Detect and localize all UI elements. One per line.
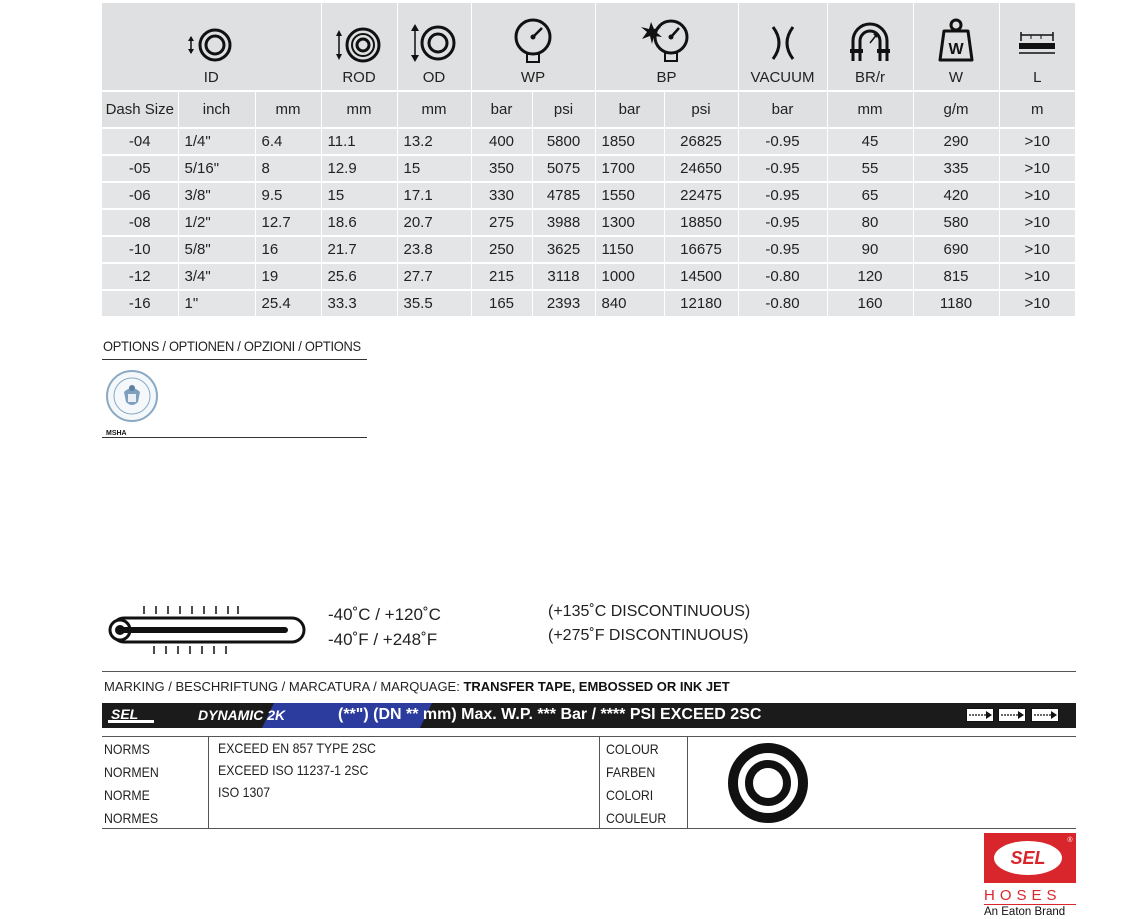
table-cell: 350: [471, 155, 532, 182]
vacuum-icon: [763, 23, 803, 63]
norms-label: NORME: [104, 787, 150, 803]
table-cell: 815: [913, 263, 999, 290]
table-cell: -0.95: [738, 209, 827, 236]
norm-value: EXCEED ISO 11237-1 2SC: [218, 762, 369, 778]
table-cell: 1700: [595, 155, 664, 182]
marking-label: MARKING / BESCHRIFTUNG / MARCATURA / MARQUAGE:: [104, 679, 460, 694]
table-cell: 335: [913, 155, 999, 182]
table-cell: 690: [913, 236, 999, 263]
table-cell: 23.8: [397, 236, 471, 263]
table-cell: 27.7: [397, 263, 471, 290]
table-cell: -04: [102, 128, 178, 155]
colour-label: FARBEN: [606, 764, 656, 780]
table-cell: >10: [999, 236, 1075, 263]
unit-cell: inch: [178, 91, 255, 128]
divider: [687, 737, 688, 828]
msha-badge: [104, 368, 160, 437]
table-cell: 1150: [595, 236, 664, 263]
table-cell: 330: [471, 182, 532, 209]
unit-cell: bar: [471, 91, 532, 128]
direction-arrows: [966, 708, 1059, 727]
table-cell: 26825: [664, 128, 738, 155]
colour-label: COULEUR: [606, 810, 667, 826]
table-cell: 18850: [664, 209, 738, 236]
marking-value: TRANSFER TAPE, EMBOSSED OR INK JET: [463, 679, 730, 694]
pressure-gauge-icon: [511, 17, 555, 63]
table-row: [102, 209, 1075, 236]
norms-label: NORMES: [104, 810, 159, 826]
table-cell: 20.7: [397, 209, 471, 236]
table-cell: >10: [999, 263, 1075, 290]
unit-cell: m: [999, 91, 1075, 128]
marking-text: (**") (DN ** mm) Max. W.P. *** Bar / **** PSI EXCEED 2SC: [338, 706, 762, 723]
temp-fahrenheit: -40˚F / +248˚F: [328, 630, 438, 649]
group-label: BR/r: [855, 69, 885, 86]
divider: [102, 736, 1076, 737]
svg-text:®: ®: [1067, 837, 1073, 844]
group-label: W: [948, 69, 964, 86]
burst-gauge-icon: [637, 17, 697, 63]
options-title: OPTIONS / OPTIONEN / OPZIONI / OPTIONS: [103, 338, 361, 354]
group-bend-radius: [827, 3, 913, 91]
thermometer-icon: [100, 604, 310, 656]
table-cell: 3/8": [178, 182, 255, 209]
table-cell: 1/2": [178, 209, 255, 236]
table-cell: 1550: [595, 182, 664, 209]
table-cell: 21.7: [321, 236, 397, 263]
table-cell: >10: [999, 290, 1075, 316]
direction-arrow-icon: [1031, 708, 1059, 722]
spec-table: [102, 3, 1075, 316]
table-cell: 45: [827, 128, 913, 155]
table-cell: 1850: [595, 128, 664, 155]
table-cell: >10: [999, 209, 1075, 236]
colour-label: COLORI: [606, 787, 654, 803]
table-cell: 14500: [664, 263, 738, 290]
product-name: DYNAMIC 2K: [198, 707, 286, 723]
table-cell: -05: [102, 155, 178, 182]
table-cell: 6.4: [255, 128, 321, 155]
sel-mark-text: SEL: [111, 706, 139, 722]
marking-bar: [102, 703, 1076, 728]
table-cell: 4785: [532, 182, 595, 209]
table-cell: 1180: [913, 290, 999, 316]
table-row: [102, 263, 1075, 290]
norm-value: EXCEED EN 857 TYPE 2SC: [218, 740, 376, 756]
group-label: L: [1033, 69, 1042, 86]
table-cell: 55: [827, 155, 913, 182]
table-cell: 16675: [664, 236, 738, 263]
group-vacuum: [738, 3, 827, 91]
table-cell: 15: [397, 155, 471, 182]
group-weight: [913, 3, 999, 91]
unit-cell: mm: [321, 91, 397, 128]
group-label: WP: [520, 69, 546, 86]
table-cell: 2393: [532, 290, 595, 316]
table-cell: -10: [102, 236, 178, 263]
table-cell: 840: [595, 290, 664, 316]
table-cell: 290: [913, 128, 999, 155]
logo-tagline: HOSES: [984, 887, 1062, 904]
table-cell: 35.5: [397, 290, 471, 316]
table-cell: -0.95: [738, 155, 827, 182]
colour-label: COLOUR: [606, 741, 659, 757]
sel-logo: [984, 833, 1076, 919]
table-cell: 3118: [532, 263, 595, 290]
table-row: [102, 155, 1075, 182]
logo-subtitle: An Eaton Brand: [984, 904, 1076, 919]
table-row: [102, 236, 1075, 263]
group-length: [999, 3, 1075, 91]
unit-cell: Dash Size: [102, 91, 178, 128]
table-cell: 9.5: [255, 182, 321, 209]
table-cell: 160: [827, 290, 913, 316]
table-cell: 80: [827, 209, 913, 236]
table-cell: 22475: [664, 182, 738, 209]
spec-table-body: [102, 128, 1075, 316]
table-cell: >10: [999, 155, 1075, 182]
unit-cell: psi: [664, 91, 738, 128]
table-cell: 5075: [532, 155, 595, 182]
direction-arrow-icon: [966, 708, 994, 722]
table-cell: 5/16": [178, 155, 255, 182]
table-cell: -0.80: [738, 290, 827, 316]
table-cell: >10: [999, 128, 1075, 155]
group-bp: [595, 3, 738, 91]
table-cell: 120: [827, 263, 913, 290]
divider: [102, 671, 1076, 672]
table-cell: -0.95: [738, 128, 827, 155]
divider: [102, 828, 1076, 829]
group-od: [397, 3, 471, 91]
group-label: VACUUM: [750, 69, 815, 86]
sel-logo-mark: [984, 833, 1076, 883]
group-label: ID: [203, 69, 219, 86]
table-cell: 400: [471, 128, 532, 155]
table-cell: 12.7: [255, 209, 321, 236]
table-cell: 17.1: [397, 182, 471, 209]
table-cell: 25.4: [255, 290, 321, 316]
table-cell: 8: [255, 155, 321, 182]
table-cell: 275: [471, 209, 532, 236]
table-cell: -12: [102, 263, 178, 290]
unit-cell: psi: [532, 91, 595, 128]
bend-radius-icon: [847, 19, 893, 63]
table-cell: 5/8": [178, 236, 255, 263]
table-cell: 12180: [664, 290, 738, 316]
table-cell: 33.3: [321, 290, 397, 316]
temp-celsius-discontinuous: (+135˚C DISCONTINUOUS): [548, 603, 751, 620]
group-header-row: [102, 3, 1075, 91]
table-cell: 19: [255, 263, 321, 290]
msha-seal-icon: [104, 368, 160, 424]
table-cell: 3625: [532, 236, 595, 263]
norms-label: NORMS: [104, 741, 150, 757]
table-cell: -16: [102, 290, 178, 316]
group-label: OD: [422, 69, 446, 86]
table-cell: 250: [471, 236, 532, 263]
table-cell: 15: [321, 182, 397, 209]
unit-cell: bar: [595, 91, 664, 128]
table-cell: 13.2: [397, 128, 471, 155]
divider: [208, 737, 209, 828]
table-cell: 420: [913, 182, 999, 209]
table-cell: -0.95: [738, 182, 827, 209]
group-label: ROD: [342, 69, 376, 86]
divider: [102, 437, 367, 438]
sel-mark-logo: [108, 706, 154, 725]
table-cell: 16: [255, 236, 321, 263]
table-cell: >10: [999, 182, 1075, 209]
unit-header-row: [102, 91, 1075, 128]
weight-icon: [936, 17, 976, 63]
table-cell: 1300: [595, 209, 664, 236]
length-icon: [1017, 29, 1057, 63]
group-label: BP: [656, 69, 677, 86]
table-cell: 65: [827, 182, 913, 209]
direction-arrow-icon: [998, 708, 1026, 722]
weight-icon-letter: W: [948, 41, 964, 58]
unit-cell: bar: [738, 91, 827, 128]
hose-rod-icon: [333, 27, 385, 63]
unit-cell: mm: [827, 91, 913, 128]
hose-od-icon: [408, 23, 460, 63]
table-cell: 165: [471, 290, 532, 316]
table-cell: 5800: [532, 128, 595, 155]
table-cell: 215: [471, 263, 532, 290]
unit-cell: mm: [397, 91, 471, 128]
hose-id-icon: [185, 27, 237, 63]
table-cell: 3988: [532, 209, 595, 236]
table-row: [102, 290, 1075, 316]
marking-line: [104, 679, 730, 694]
table-cell: 1/4": [178, 128, 255, 155]
sel-logo-text: SEL: [1010, 848, 1046, 868]
group-wp: [471, 3, 595, 91]
table-cell: 18.6: [321, 209, 397, 236]
table-cell: 90: [827, 236, 913, 263]
divider: [599, 737, 600, 828]
group-id: [102, 3, 321, 91]
table-cell: 580: [913, 209, 999, 236]
table-row: [102, 128, 1075, 155]
unit-cell: g/m: [913, 91, 999, 128]
temp-celsius: -40˚C / +120˚C: [328, 605, 441, 624]
group-rod: [321, 3, 397, 91]
table-row: [102, 182, 1075, 209]
norm-value: ISO 1307: [218, 784, 271, 800]
temp-fahrenheit-discontinuous: (+275˚F DISCONTINUOUS): [548, 627, 749, 644]
table-cell: -0.80: [738, 263, 827, 290]
table-cell: 3/4": [178, 263, 255, 290]
table-cell: 25.6: [321, 263, 397, 290]
divider: [102, 359, 367, 360]
hose-cross-section-icon: [727, 742, 809, 824]
unit-cell: mm: [255, 91, 321, 128]
table-cell: 11.1: [321, 128, 397, 155]
table-cell: 1000: [595, 263, 664, 290]
table-cell: 1": [178, 290, 255, 316]
table-cell: -06: [102, 182, 178, 209]
msha-label: MSHA: [106, 430, 127, 437]
table-cell: 12.9: [321, 155, 397, 182]
table-cell: -0.95: [738, 236, 827, 263]
table-cell: 24650: [664, 155, 738, 182]
table-cell: -08: [102, 209, 178, 236]
norms-label: NORMEN: [104, 764, 159, 780]
